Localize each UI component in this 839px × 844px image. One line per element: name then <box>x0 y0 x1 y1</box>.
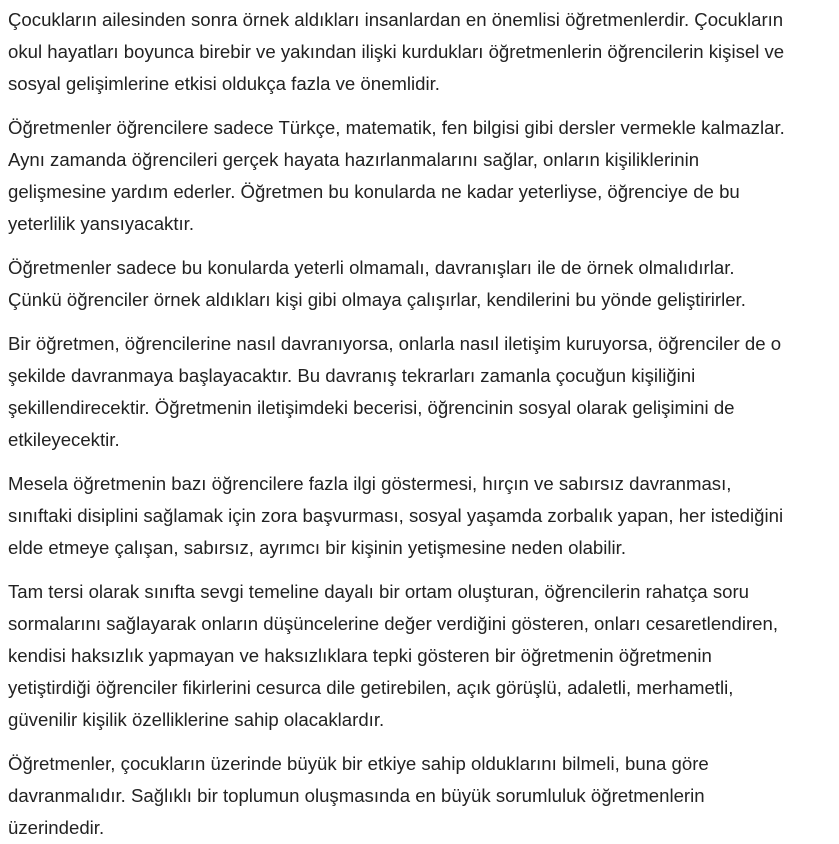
text-line: Mesela öğretmenin bazı öğrencilere fazla ilgi göstermesi, hırçın ve sabırsız davranması, <box>8 473 732 494</box>
paragraph <box>8 468 839 564</box>
paragraph <box>8 252 839 316</box>
text-line: Aynı zamanda öğrencileri gerçek hayata hazırlanmalarını sağlar, onların kişiliklerinin <box>8 149 700 170</box>
text-line: şekillendirecektir. Öğretmenin iletişimdeki becerisi, öğrencinin sosyal olarak gelişimini de <box>8 397 735 418</box>
text-line: Öğretmenler öğrencilere sadece Türkçe, matematik, fen bilgisi gibi dersler vermekle kalmazlar. <box>8 117 785 138</box>
paragraph <box>8 748 839 844</box>
text-line: gelişmesine yardım ederler. Öğretmen bu konularda ne kadar yeterliyse, öğrenciye de bu <box>8 181 740 202</box>
paragraph <box>8 4 839 100</box>
text-line: şekilde davranmaya başlayacaktır. Bu davranış tekrarları zamanla çocuğun kişiliğini <box>8 365 696 386</box>
text-line: kendisi haksızlık yapmayan ve haksızlıklara tepki gösteren bir öğretmenin öğretmenin <box>8 645 712 666</box>
paragraph <box>8 112 839 240</box>
text-line: sosyal gelişimlerine etkisi oldukça fazla ve önemlidir. <box>8 73 440 94</box>
text-line: etkileyecektir. <box>8 429 120 450</box>
text-line: güvenilir kişilik özelliklerine sahip olacaklardır. <box>8 709 385 730</box>
text-line: yetiştirdiği öğrenciler fikirlerini cesurca dile getirebilen, açık görüşlü, adaletli, merhametli, <box>8 677 734 698</box>
text-line: sormalarını sağlayarak onların düşüncelerine değer verdiğini gösteren, onları cesaretlendiren, <box>8 613 779 634</box>
text-line: okul hayatları boyunca birebir ve yakından ilişki kurdukları öğretmenlerin öğrencilerin kişisel ve <box>8 41 785 62</box>
text-line: yeterlilik yansıyacaktır. <box>8 213 195 234</box>
text-line: Çünkü öğrenciler örnek aldıkları kişi gibi olmaya çalışırlar, kendilerini bu yönde geliştirirler. <box>8 289 746 310</box>
text-line: elde etmeye çalışan, sabırsız, ayrımcı bir kişinin yetişmesine neden olabilir. <box>8 537 626 558</box>
text-line: Çocukların ailesinden sonra örnek aldıkları insanlardan en önemlisi öğretmenlerdir. Çocukların <box>8 9 784 30</box>
text-line: Öğretmenler sadece bu konularda yeterli olmamalı, davranışları ile de örnek olmalıdırlar. <box>8 257 735 278</box>
text-line: Tam tersi olarak sınıfta sevgi temeline dayalı bir ortam oluşturan, öğrencilerin rahatça soru <box>8 581 749 602</box>
paragraph <box>8 328 839 456</box>
text-line: üzerindedir. <box>8 817 105 838</box>
text-line: sınıftaki disiplini sağlamak için zora başvurması, sosyal yaşamda zorbalık yapan, her istediğini <box>8 505 784 526</box>
text-line: davranmalıdır. Sağlıklı bir toplumun oluşmasında en büyük sorumluluk öğretmenlerin <box>8 785 705 806</box>
text-line: Bir öğretmen, öğrencilerine nasıl davranıyorsa, onlarla nasıl iletişim kuruyorsa, öğrenciler de o <box>8 333 782 354</box>
text-line: Öğretmenler, çocukların üzerinde büyük bir etkiye sahip olduklarını bilmeli, buna göre <box>8 753 709 774</box>
paragraph <box>8 576 839 736</box>
